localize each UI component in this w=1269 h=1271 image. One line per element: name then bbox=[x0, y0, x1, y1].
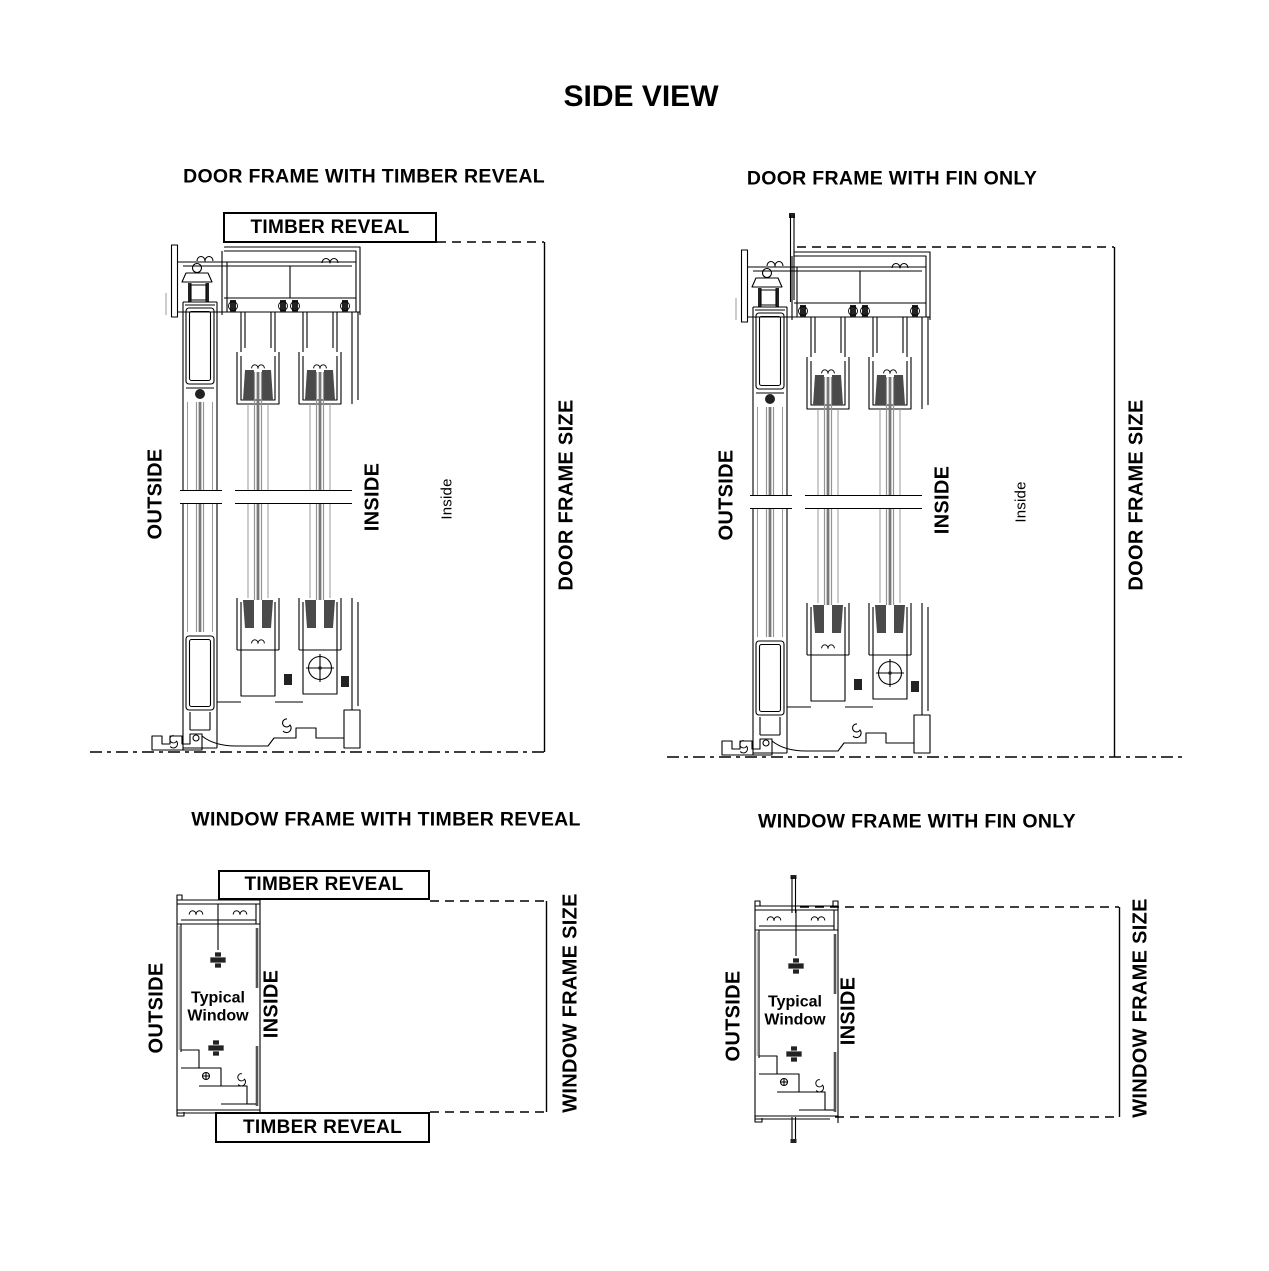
window-fin-outside-label: OUTSIDE bbox=[722, 970, 745, 1062]
door-timber-inside-label: INSIDE bbox=[361, 462, 384, 532]
door-fin-inside-note: Inside bbox=[1012, 481, 1030, 523]
timber-reveal-box-window-bottom bbox=[215, 1112, 430, 1143]
window-fin-dimension-label: WINDOW FRAME SIZE bbox=[1129, 898, 1152, 1118]
window-timber-inside-label: INSIDE bbox=[260, 969, 283, 1039]
door-fin-drawing bbox=[667, 213, 1185, 757]
typical-window-label: Typical Window bbox=[764, 993, 826, 1029]
timber-reveal-label: TIMBER REVEAL bbox=[250, 216, 410, 238]
typical-window-label: Typical Window bbox=[187, 989, 249, 1025]
timber-reveal-box-window-top bbox=[218, 870, 430, 900]
window-fin-title: WINDOW FRAME WITH FIN ONLY bbox=[758, 810, 1076, 833]
door-timber-title: DOOR FRAME WITH TIMBER REVEAL bbox=[183, 165, 545, 188]
door-fin-inside-label: INSIDE bbox=[931, 465, 954, 535]
page-title: SIDE VIEW bbox=[563, 80, 719, 113]
timber-reveal-label: TIMBER REVEAL bbox=[244, 874, 404, 895]
window-timber-title: WINDOW FRAME WITH TIMBER REVEAL bbox=[191, 808, 581, 831]
door-fin-outside-label: OUTSIDE bbox=[715, 449, 738, 541]
window-timber-dimension-label: WINDOW FRAME SIZE bbox=[559, 893, 582, 1113]
door-fin-title: DOOR FRAME WITH FIN ONLY bbox=[746, 167, 1038, 190]
door-timber-dimension-label: DOOR FRAME SIZE bbox=[555, 399, 578, 591]
timber-reveal-box-door bbox=[223, 212, 437, 243]
window-timber-outside-label: OUTSIDE bbox=[145, 962, 168, 1054]
door-fin-dimension-label: DOOR FRAME SIZE bbox=[1125, 399, 1148, 591]
timber-reveal-label: TIMBER REVEAL bbox=[242, 1116, 403, 1138]
door-timber-outside-label: OUTSIDE bbox=[144, 448, 167, 540]
window-fin-inside-label: INSIDE bbox=[837, 976, 860, 1046]
door-timber-inside-note: Inside bbox=[438, 478, 456, 520]
